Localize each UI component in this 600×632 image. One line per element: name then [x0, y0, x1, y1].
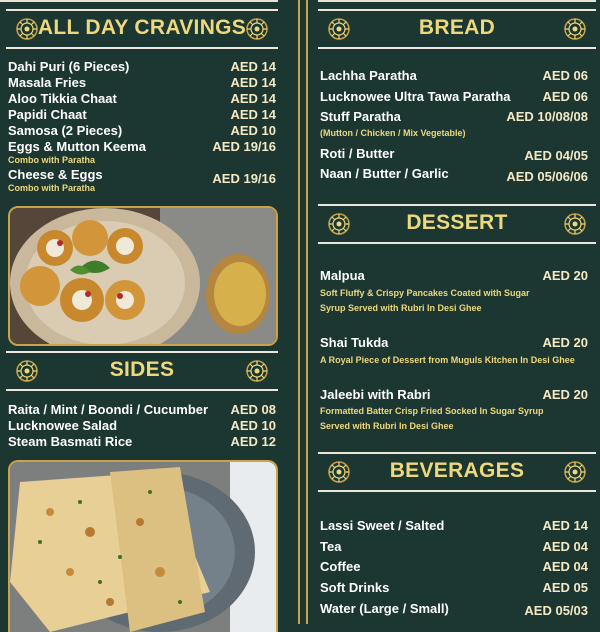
- dahi-puri-illustration: [10, 208, 276, 344]
- menu-item-description: A Royal Piece of Dessert from Muguls Kitchen In Desi Ghee: [320, 355, 575, 365]
- menu-item-price: AED 10: [230, 418, 276, 433]
- ornament-icon: [246, 18, 268, 40]
- garlic-naan-illustration: [10, 462, 276, 632]
- header-rule-bottom: [6, 47, 278, 49]
- menu-item-description: Soft Fluffy & Crispy Pancakes Coated with Sugar: [320, 288, 530, 298]
- header-rule-top: [318, 452, 596, 454]
- section-title: BEVERAGES: [389, 459, 525, 482]
- menu-item-price: AED 10: [230, 123, 276, 138]
- menu-item-price: AED 04: [542, 559, 588, 574]
- menu-item-name: Lucknowee Ultra Tawa Paratha: [320, 89, 511, 104]
- menu-item-price: AED 19/16: [212, 171, 276, 186]
- menu-item-price: AED 20: [542, 335, 588, 350]
- menu-item-price: AED 12: [230, 434, 276, 449]
- menu-item-price: AED 05/03: [524, 603, 588, 618]
- menu-item-note: (Mutton / Chicken / Mix Vegetable): [320, 128, 466, 138]
- menu-item-price: AED 04/05: [524, 148, 588, 163]
- menu-item-description: Formatted Batter Crisp Fried Socked In Sugar Syrup: [320, 406, 544, 416]
- section-header-sides: [6, 351, 278, 391]
- menu-item-description: Syrup Served with Rubri In Desi Ghee: [320, 303, 482, 313]
- menu-item-price: AED 14: [230, 107, 276, 122]
- header-rule-bottom: [318, 242, 596, 244]
- menu-item-name: Cheese & Eggs: [8, 167, 103, 182]
- section-header-dessert: [318, 204, 596, 244]
- column-divider-left: [298, 0, 300, 624]
- menu-item-name: Malpua: [320, 268, 365, 283]
- section-header-beverages: [318, 452, 596, 492]
- ornament-icon: [246, 360, 268, 382]
- dahi-puri-photo: [8, 206, 278, 346]
- menu-item-name: Coffee: [320, 559, 361, 574]
- menu-item-price: AED 06: [542, 89, 588, 104]
- menu-item-price: AED 05: [542, 580, 588, 595]
- menu-item-price: AED 06: [542, 68, 588, 83]
- menu-item-name: Steam Basmati Rice: [8, 434, 133, 449]
- section-title: SIDES: [109, 358, 175, 381]
- section-header-bread: [318, 9, 596, 49]
- menu-item-price: AED 19/16: [212, 139, 276, 154]
- menu-item-price: AED 04: [542, 539, 588, 554]
- header-rule-bottom: [318, 490, 596, 492]
- ornament-icon: [564, 18, 586, 40]
- menu-item-name: Soft Drinks: [320, 580, 390, 595]
- menu-item-name: Jaleebi with Rabri: [320, 387, 431, 402]
- menu-item-name: Papidi Chaat: [8, 107, 87, 122]
- menu-item-name: Shai Tukda: [320, 335, 389, 350]
- header-rule-bottom: [318, 47, 596, 49]
- top-rule: [318, 0, 596, 2]
- menu-item-price: AED 20: [542, 268, 588, 283]
- garlic-naan-photo: [8, 460, 278, 632]
- right-column: [308, 0, 600, 624]
- menu-item-name: Water (Large / Small): [320, 601, 449, 616]
- menu-item-name: Naan / Butter / Garlic: [320, 166, 449, 181]
- menu-item-name: Lachha Paratha: [320, 68, 417, 83]
- menu-item-name: Lassi Sweet / Salted: [320, 518, 445, 533]
- menu-item-price: AED 14: [230, 91, 276, 106]
- menu-item-name: Stuff Paratha: [320, 109, 401, 124]
- header-rule-bottom: [6, 389, 278, 391]
- section-header-all-day-cravings: [6, 9, 278, 49]
- header-rule-top: [6, 9, 278, 11]
- section-title: BREAD: [418, 16, 496, 39]
- menu-item-name: Raita / Mint / Boondi / Cucumber: [8, 402, 209, 417]
- menu-item-name: Aloo Tikkia Chaat: [8, 91, 117, 106]
- header-rule-top: [6, 351, 278, 353]
- menu-item-price: AED 10/08/08: [506, 109, 588, 124]
- menu-item-name: Tea: [320, 539, 342, 554]
- header-rule-top: [318, 9, 596, 11]
- menu-item-price: AED 14: [230, 75, 276, 90]
- menu-item-price: AED 05/06/06: [506, 169, 588, 184]
- menu-item-name: Lucknowee Salad: [8, 418, 118, 433]
- section-title: DESSERT: [406, 211, 508, 234]
- menu-item-name: Masala Fries: [8, 75, 87, 90]
- header-rule-top: [318, 204, 596, 206]
- ornament-icon: [564, 461, 586, 483]
- menu-item-price: AED 08: [230, 402, 276, 417]
- menu-item-name: Eggs & Mutton Keema: [8, 139, 146, 154]
- menu-item-description: Served with Rubri In Desi Ghee: [320, 421, 454, 431]
- ornament-icon: [564, 213, 586, 235]
- menu-item-name: Samosa (2 Pieces): [8, 123, 123, 138]
- left-column: [0, 0, 298, 624]
- menu-item-name: Dahi Puri (6 Pieces): [8, 59, 130, 74]
- top-rule: [0, 0, 278, 2]
- menu-item-note: Combo with Paratha: [8, 155, 96, 165]
- menu-item-price: AED 14: [542, 518, 588, 533]
- menu-item-note: Combo with Paratha: [8, 183, 96, 193]
- menu-item-price: AED 14: [230, 59, 276, 74]
- menu-item-price: AED 20: [542, 387, 588, 402]
- section-title: ALL DAY CRAVINGS: [37, 16, 247, 39]
- menu-item-name: Roti / Butter: [320, 146, 395, 161]
